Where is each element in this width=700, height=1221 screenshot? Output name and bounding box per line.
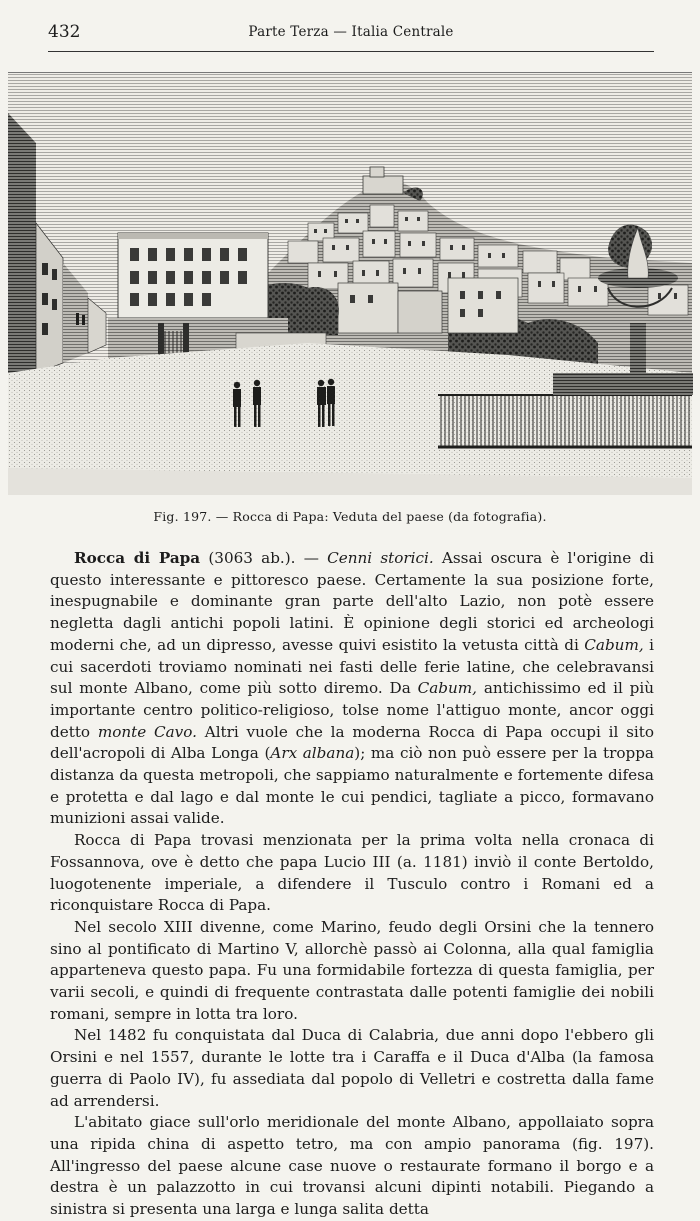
paragraph-1: Rocca di Papa (3063 ab.). — Cenni storici. Assai oscura è l'origine di questo interessante e pittoresco paese. Certamente la sua posizione forte, inespugnabile e dominante gran parte dell'alto Lazio, non potè essere negletta dagli antichi popoli latini. È opinione degli storici ed archeologi moderni che, ad un dipresso, avesse quivi esistito la vetusta città di Cabum, i cui sacerdoti troviamo nominati nei fasti delle ferie latine, che celebravansi sul monte Albano, come più sotto diremo. Da Cabum, antichissimo ed il più importante centro politico-religioso, tolse nome l'attiguo monte, ancor oggi detto monte Cavo. Altri vuole che la moderna Rocca di Papa occupi il sito dell'acropoli di Alba Longa (Arx albana); ma ciò non può essere per la troppa distanza da questa metropoli, che sappiamo naturalmente e fortemente difesa e protetta e dal lago e dal monte le cui pendici, tagliate a picco, formavano munizioni assai valide. — [50, 549, 654, 828]
figure-caption: Fig. 197. — Rocca di Papa: Veduta del paese (da fotografia). — [153, 509, 547, 524]
paragraph-2: Rocca di Papa trovasi menzionata per la prima volta nella cronaca di Fossannova, ove è detto che papa Lucio III (a. 1181) inviò il conte Bertoldo, luogotenente imperiale, a difendere il Tusculo contro i Romani ed a riconquistare Rocca di Papa. — [50, 831, 654, 915]
paragraph-5: L'abitato giace sull'orlo meridionale del monte Albano, appollaiato sopra una ripida china di aspetto tetro, ma con ampio panorama (fig. 197). All'ingresso del paese alcune case nuove o restaurate formano il borgo e a destra è un palazzotto in cui trovansi alcuni dipinti notabili. Piegando a sinistra si presenta una larga e lunga salita detta — [50, 1113, 654, 1219]
running-head: Parte Terza — Italia Centrale — [248, 24, 454, 40]
paragraph-4: Nel 1482 fu conquistata dal Duca di Calabria, due anni dopo l'ebbero gli Orsini e nel 1557, durante le lotte tra i Caraffa e il Duca d'Alba (la famosa guerra di Paolo IV), fu assediata dal popolo di Velletri e costretta dalla fame ad arrendersi. — [50, 1026, 654, 1110]
town-engraving — [8, 72, 692, 495]
header-rule — [48, 51, 654, 52]
entry-title: Rocca di Papa — [74, 549, 201, 567]
paragraph-3: Nel secolo XIII divenne, come Marino, feudo degli Orsini che la tennero sino al pontificato di Martino V, allorchè passò ai Colonna, alla qual famiglia apparteneva questo papa. Fu una formidabile fortezza di questa famiglia, per varii secoli, e quindi di frequente contrastata dalle potenti famiglie dei nobili romani, sempre in lotta tra loro. — [50, 917, 654, 1023]
article-body — [50, 548, 654, 1221]
engraving-illustration — [8, 73, 692, 495]
section-heading: Cenni storici. — [327, 549, 434, 567]
page-number: 432 — [48, 22, 81, 42]
page-header — [48, 22, 654, 46]
